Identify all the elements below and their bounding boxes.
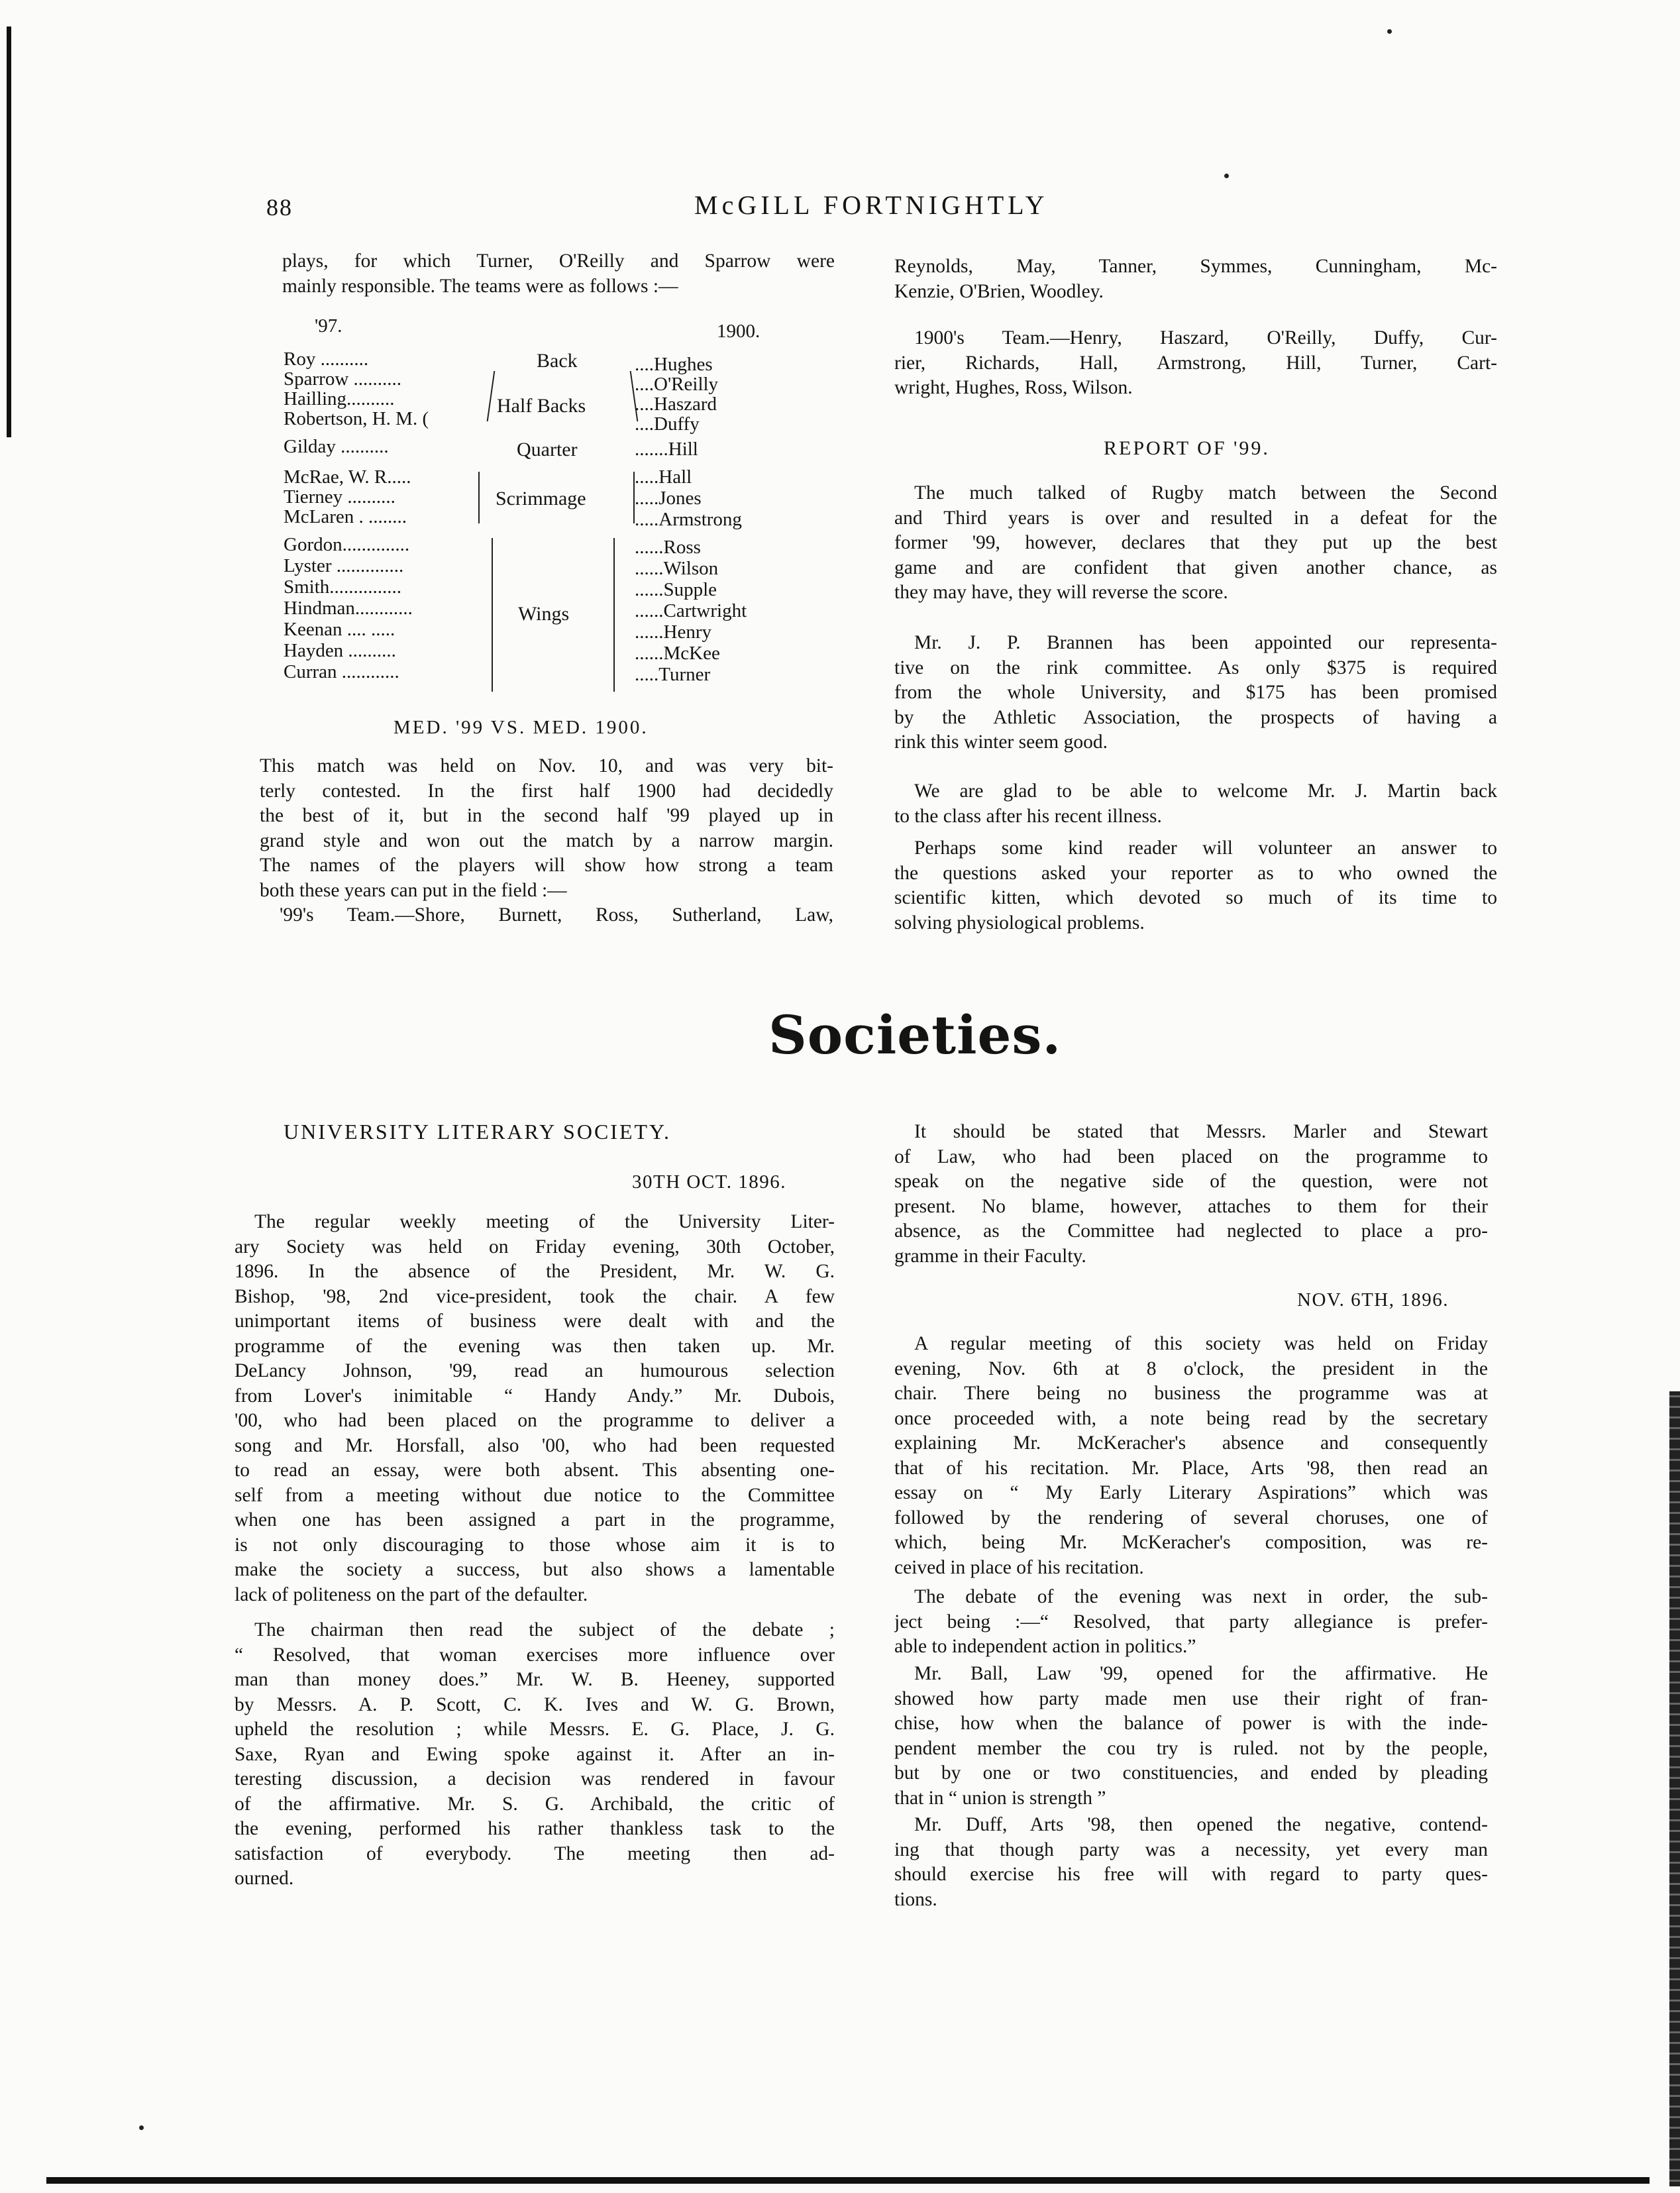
text-line: song and Mr. Horsfall, also '00, who had been requested — [235, 1434, 835, 1456]
text-line: self from a meeting without due notice to the Committee — [235, 1484, 835, 1506]
roster-name: .....Hall — [635, 466, 692, 488]
society-paragraph-4 — [894, 1332, 1488, 1580]
society-paragraph-3 — [894, 1120, 1488, 1269]
society-heading: UNIVERSITY LITERARY SOCIETY. — [284, 1120, 672, 1144]
text-line: is not only discouraging to those whose aim it is to — [235, 1534, 835, 1556]
text-line: Mr. Duff, Arts '98, then opened the negative, contend- — [914, 1814, 1488, 1835]
society-date-1: 30TH OCT. 1896. — [632, 1171, 787, 1193]
roster-name: Roy .......... — [284, 348, 369, 370]
text-line: grand style and won out the match by a narrow margin. — [260, 829, 833, 851]
roster-name: Sparrow .......... — [284, 368, 402, 390]
text-line: wright, Hughes, Ross, Wilson. — [894, 377, 1133, 398]
roster-name: .......Hill — [635, 439, 698, 460]
text-line: The names of the players will show how strong a team — [260, 855, 833, 876]
text-line: 1900's Team.—Henry, Haszard, O'Reilly, Duffy, Cur- — [914, 327, 1497, 348]
med-match-heading: MED. '99 VS. MED. 1900. — [394, 717, 649, 738]
text-line: ary Society was held on Friday evening, 30th October, — [235, 1236, 835, 1257]
text-line: satisfaction of everybody. The meeting then ad- — [235, 1843, 835, 1864]
society-paragraph-5 — [894, 1585, 1488, 1660]
text-line: make the society a success, but also shows a lamentable — [235, 1559, 835, 1580]
text-line: programme of the evening was then taken up. Mr. — [235, 1335, 835, 1357]
text-line: pendent member the cou try is ruled. not by the people, — [894, 1737, 1488, 1759]
text-line: absence, as the Committee had neglected to place a pro- — [894, 1220, 1488, 1242]
text-line: chise, how when the balance of power is with the inde- — [894, 1713, 1488, 1734]
roster-name: ......Ross — [635, 537, 701, 558]
text-line: The much talked of Rugby match between the Second — [914, 482, 1497, 504]
roster-name: Smith............... — [284, 576, 402, 598]
society-date-2: NOV. 6TH, 1896. — [1297, 1289, 1449, 1310]
roster-name: ......Wilson — [635, 558, 719, 579]
text-line: speak on the negative side of the question, were not — [894, 1171, 1488, 1192]
roster-name: Curran ............ — [284, 661, 399, 682]
position-scrimmage: Scrimmage — [496, 488, 586, 509]
roster-name: Robertson, H. M. ( — [284, 408, 429, 429]
text-line: teresting discussion, a decision was rendered in favour — [235, 1768, 835, 1790]
roster-name: .....Turner — [635, 664, 711, 685]
scan-edge-right — [1669, 1391, 1680, 2186]
position-half-backs: Half Backs — [497, 395, 586, 417]
roster-name: Gilday .......... — [284, 436, 389, 457]
roster-name: ....O'Reilly — [635, 374, 719, 395]
text-line: The regular weekly meeting of the University Liter- — [254, 1211, 835, 1232]
society-paragraph-7 — [894, 1813, 1488, 1912]
text-line: essay on “ My Early Literary Aspirations” which was — [894, 1482, 1488, 1503]
text-line: that in “ union is strength ” — [894, 1787, 1106, 1809]
society-paragraph-1 — [235, 1210, 835, 1607]
text-line: the evening, performed his rather thankless task to the — [235, 1818, 835, 1839]
text-line: A regular meeting of this society was held on Friday — [914, 1333, 1488, 1354]
text-line: chair. There being no business the programme was at — [894, 1383, 1488, 1404]
position-back: Back — [537, 350, 578, 372]
running-title: McGILL FORTNIGHTLY — [694, 190, 1049, 220]
text-line: able to independent action in politics.” — [894, 1636, 1196, 1657]
text-line: to the class after his recent illness. — [894, 805, 1162, 827]
text-line: showed how party made men use their right of fran- — [894, 1687, 1488, 1709]
text-line: ourned. — [235, 1868, 294, 1889]
text-line: ceived in place of his recitation. — [894, 1556, 1144, 1578]
text-line: scientific kitten, which devoted so much of its time to — [894, 887, 1497, 908]
text-line: Saxe, Ryan and Ewing spoke against it. After an in- — [235, 1743, 835, 1765]
roster-name: ......Henry — [635, 621, 711, 643]
roster-name: .....Jones — [635, 488, 702, 509]
position-quarter: Quarter — [517, 439, 578, 460]
team-99-continued — [894, 254, 1497, 304]
med-match-paragraph — [260, 754, 833, 928]
text-line: Reynolds, May, Tanner, Symmes, Cunningham, Mc- — [894, 256, 1497, 277]
roster-name: Hailling.......... — [284, 388, 395, 409]
roster-name: ......Supple — [635, 579, 717, 600]
text-line: Kenzie, O'Brien, Woodley. — [894, 280, 1104, 302]
text-line: the questions asked your reporter as to who owned the — [894, 862, 1497, 884]
scan-edge-bottom — [46, 2177, 1650, 2184]
text-line: of the affirmative. Mr. S. G. Archibald, the critic of — [235, 1793, 835, 1815]
text-line: Mr. Ball, Law '99, opened for the affirmative. He — [914, 1663, 1488, 1684]
text-line: tions. — [894, 1888, 937, 1910]
text-line: ject being :—“ Resolved, that party allegiance is prefer- — [894, 1611, 1488, 1632]
text-line: man than money does.” Mr. W. B. Heeney, supported — [235, 1669, 835, 1690]
text-line: unimportant items of business were dealt with and the — [235, 1310, 835, 1332]
roster-name: ......Cartwright — [635, 600, 747, 621]
text-line: Perhaps some kind reader will volunteer an answer to — [914, 837, 1497, 859]
report-paragraph-1 — [894, 481, 1497, 606]
text-line: We are glad to be able to welcome Mr. J. Martin back — [914, 780, 1497, 802]
brace-left-scrimmage — [478, 472, 480, 523]
text-line: by Messrs. A. P. Scott, C. K. Ives and W. G. Brown, — [235, 1693, 835, 1715]
text-line: terly contested. In the first half 1900 had decidedly — [260, 780, 833, 802]
year-left: '97. — [315, 315, 342, 337]
brace-left-wings — [492, 538, 493, 692]
text-line: The chairman then read the subject of the debate ; — [254, 1619, 835, 1640]
text-line: It should be stated that Messrs. Marler and Stewart — [914, 1121, 1488, 1142]
roster-name: .....Armstrong — [635, 509, 742, 530]
report-paragraph-3 — [894, 779, 1497, 829]
text-line: they may have, they will reverse the score. — [894, 582, 1228, 603]
text-line: tive on the rink committee. As only $375 is required — [894, 657, 1497, 678]
roster-name: ......McKee — [635, 643, 720, 664]
text-line: former '99, however, declares that they put up the best — [894, 532, 1497, 553]
text-line: mainly responsible. The teams were as follows :— — [282, 275, 678, 297]
text-line: rier, Richards, Hall, Armstrong, Hill, Turner, Cart- — [894, 352, 1497, 374]
text-line: ing that though party was a necessity, yet every man — [894, 1839, 1488, 1860]
text-line: followed by the rendering of several choruses, one of — [894, 1507, 1488, 1528]
text-line: should exercise his free will with regard to party ques- — [894, 1864, 1488, 1885]
position-wings: Wings — [518, 603, 570, 625]
text-line: '00, who had been placed on the programme to deliver a — [235, 1410, 835, 1431]
text-line: present. No blame, however, attaches to them for their — [894, 1195, 1488, 1217]
report-paragraph-2 — [894, 631, 1497, 755]
roster-name: Hindman............ — [284, 598, 413, 619]
text-line: when one has been assigned a part in the programme, — [235, 1509, 835, 1530]
section-title: Societies. — [768, 1004, 1062, 1066]
roster-name: McLaren . ........ — [284, 506, 407, 527]
year-right: 1900. — [717, 321, 761, 342]
team-1900-paragraph — [894, 326, 1497, 401]
text-line: which, being Mr. McKeracher's composition, was re- — [894, 1532, 1488, 1553]
roster-name: ....Haszard — [635, 394, 717, 415]
roster-name: Hayden .......... — [284, 640, 396, 661]
roster-name: Lyster .............. — [284, 555, 404, 576]
society-paragraph-2 — [235, 1618, 835, 1892]
text-line: both these years can put in the field :— — [260, 879, 567, 901]
text-line: 1896. In the absence of the President, Mr. W. G. — [235, 1261, 835, 1282]
text-line: to read an essay, were both absent. This absenting one- — [235, 1460, 835, 1481]
roster-name: Gordon.............. — [284, 534, 410, 555]
text-line: once proceeded with, a note being read by the secretary — [894, 1407, 1488, 1429]
text-line: gramme in their Faculty. — [894, 1245, 1086, 1267]
roster-name: McRae, W. R..... — [284, 466, 411, 488]
text-line: by the Athletic Association, the prospects of having a — [894, 706, 1497, 728]
text-line: '99's Team.—Shore, Burnett, Ross, Sutherland, Law, — [280, 904, 833, 926]
text-line: game and are confident that given another chance, as — [894, 557, 1497, 578]
society-paragraph-6 — [894, 1662, 1488, 1811]
text-line: but by one or two constituencies, and ended by pleading — [894, 1762, 1488, 1784]
text-line: plays, for which Turner, O'Reilly and Sparrow were — [282, 250, 835, 272]
text-line: rink this winter seem good. — [894, 731, 1108, 753]
text-line: the best of it, but in the second half '99 played up in — [260, 805, 833, 826]
roster-name: Tierney .......... — [284, 486, 395, 508]
speck — [1224, 174, 1229, 178]
speck — [139, 2125, 144, 2130]
text-line: Bishop, '98, 2nd vice-president, took the chair. A few — [235, 1285, 835, 1307]
report-paragraph-4 — [894, 836, 1497, 936]
report-heading: REPORT OF '99. — [1104, 437, 1270, 459]
text-line: “ Resolved, that woman exercises more influence over — [235, 1644, 835, 1666]
text-line: from Lover's inimitable “ Handy Andy.” Mr. Dubois, — [235, 1385, 835, 1407]
text-line: Mr. J. P. Brannen has been appointed our representa- — [914, 632, 1497, 653]
roster-name: ....Hughes — [635, 354, 713, 375]
text-line: explaining Mr. McKeracher's absence and consequently — [894, 1432, 1488, 1454]
text-line: solving physiological problems. — [894, 912, 1145, 934]
page-number: 88 — [266, 194, 293, 221]
text-line: DeLancy Johnson, '99, read an humourous selection — [235, 1360, 835, 1381]
intro-paragraph — [282, 249, 835, 299]
text-line: The debate of the evening was next in order, the sub- — [914, 1586, 1488, 1607]
text-line: that of his recitation. Mr. Place, Arts '98, then read an — [894, 1457, 1488, 1479]
text-line: This match was held on Nov. 10, and was very bit- — [260, 755, 833, 776]
text-line: upheld the resolution ; while Messrs. E. G. Place, J. G. — [235, 1719, 835, 1740]
speck — [1387, 29, 1392, 34]
roster-name: Keenan .... ..... — [284, 619, 395, 640]
text-line: and Third years is over and resulted in a defeat for the — [894, 507, 1497, 529]
text-line: evening, Nov. 6th at 8 o'clock, the president in the — [894, 1358, 1488, 1379]
brace-left-halfbacks — [487, 371, 496, 421]
scan-edge-left — [7, 27, 11, 437]
text-line: lack of politeness on the part of the defaulter. — [235, 1583, 588, 1605]
text-line: from the whole University, and $175 has been promised — [894, 682, 1497, 703]
text-line: of Law, who had been placed on the programme to — [894, 1146, 1488, 1167]
roster-name: ....Duffy — [635, 413, 700, 435]
brace-right-wings — [613, 538, 615, 692]
